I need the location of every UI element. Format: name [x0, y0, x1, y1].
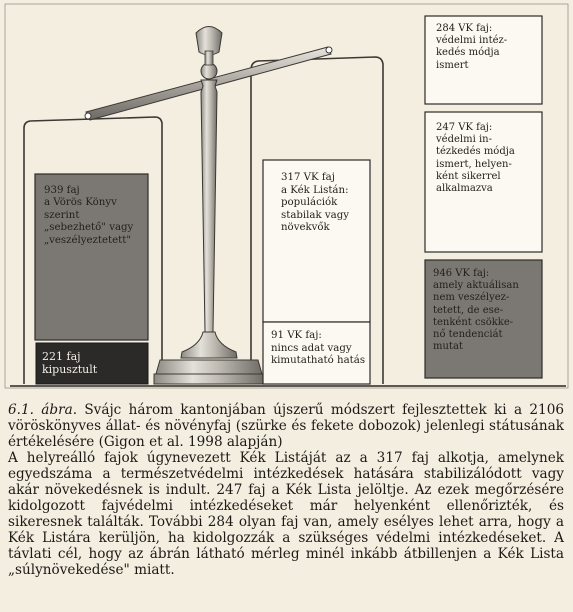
figure-caption: [8, 402, 564, 578]
pillar-base-top: [181, 332, 237, 358]
blue-list-label: 317 VK faj a Kék Listán: populációk stabilak vagy növekvők: [281, 172, 350, 234]
caption-body: A helyreálló fajok úgynevezett Kék Listáját az a 317 faj alkotja, amelynek egyedszáma a természetvédelmi intézkedések hatására stabilizálódott vagy akár növekedésnek is indult. 247 faj a Kék Lista jelöltje. Az ezek megőrzésére kidolgozott fajvédelmi intézkedéseket már helyenként ellenőrizték, és sikeresnek találták. További 284 olyan faj van, amely esélyes lehet arra, hogy a Kék Listára kerüljön, ha kidolgozzák a szükséges védelmi intézkedéseket. A távlati cél, hogy az ábrán látható mérleg minél inkább átbillenjen a Kék Lista „súlynövekedése" miatt.: [8, 450, 564, 578]
pillar-column: [201, 80, 217, 332]
extinct-label: 221 faj kipusztult: [42, 350, 98, 376]
caption-figure-line: [8, 402, 564, 450]
measures-successful-label: 247 VK faj: védelmi in- tézkedés módja ismert, helyen- ként sikerrel alkalmazva: [436, 122, 515, 195]
red-list-label: 939 faj a Vörös Könyv szerint „sebezhető" vagy „veszélyeztetett": [44, 185, 134, 246]
pillar-base: [156, 360, 262, 374]
no-data-label: 91 VK faj: nincs adat vagy kimutatható hatás: [271, 330, 366, 367]
measures-unknown-label: 284 VK faj: védelmi intéz- kedés módja ismert: [436, 23, 508, 71]
pivot-knob: [201, 63, 217, 79]
figure-number: 6.1. ábra: [8, 402, 73, 418]
figure-description: . Svájc három kantonjában újszerű módszert fejlesztettek ki a 2106 vöröskönyves állat- és növényfaj (szürke és fekete dobozok) jelenlegi státusának értékelésére (Gigon et al. 1998 alapján): [8, 402, 565, 450]
declining-label: 946 VK faj: amely aktuálisan nem veszélyez- tetett, de ese- tenként csökke- nő tendenciát mutat: [433, 268, 519, 353]
